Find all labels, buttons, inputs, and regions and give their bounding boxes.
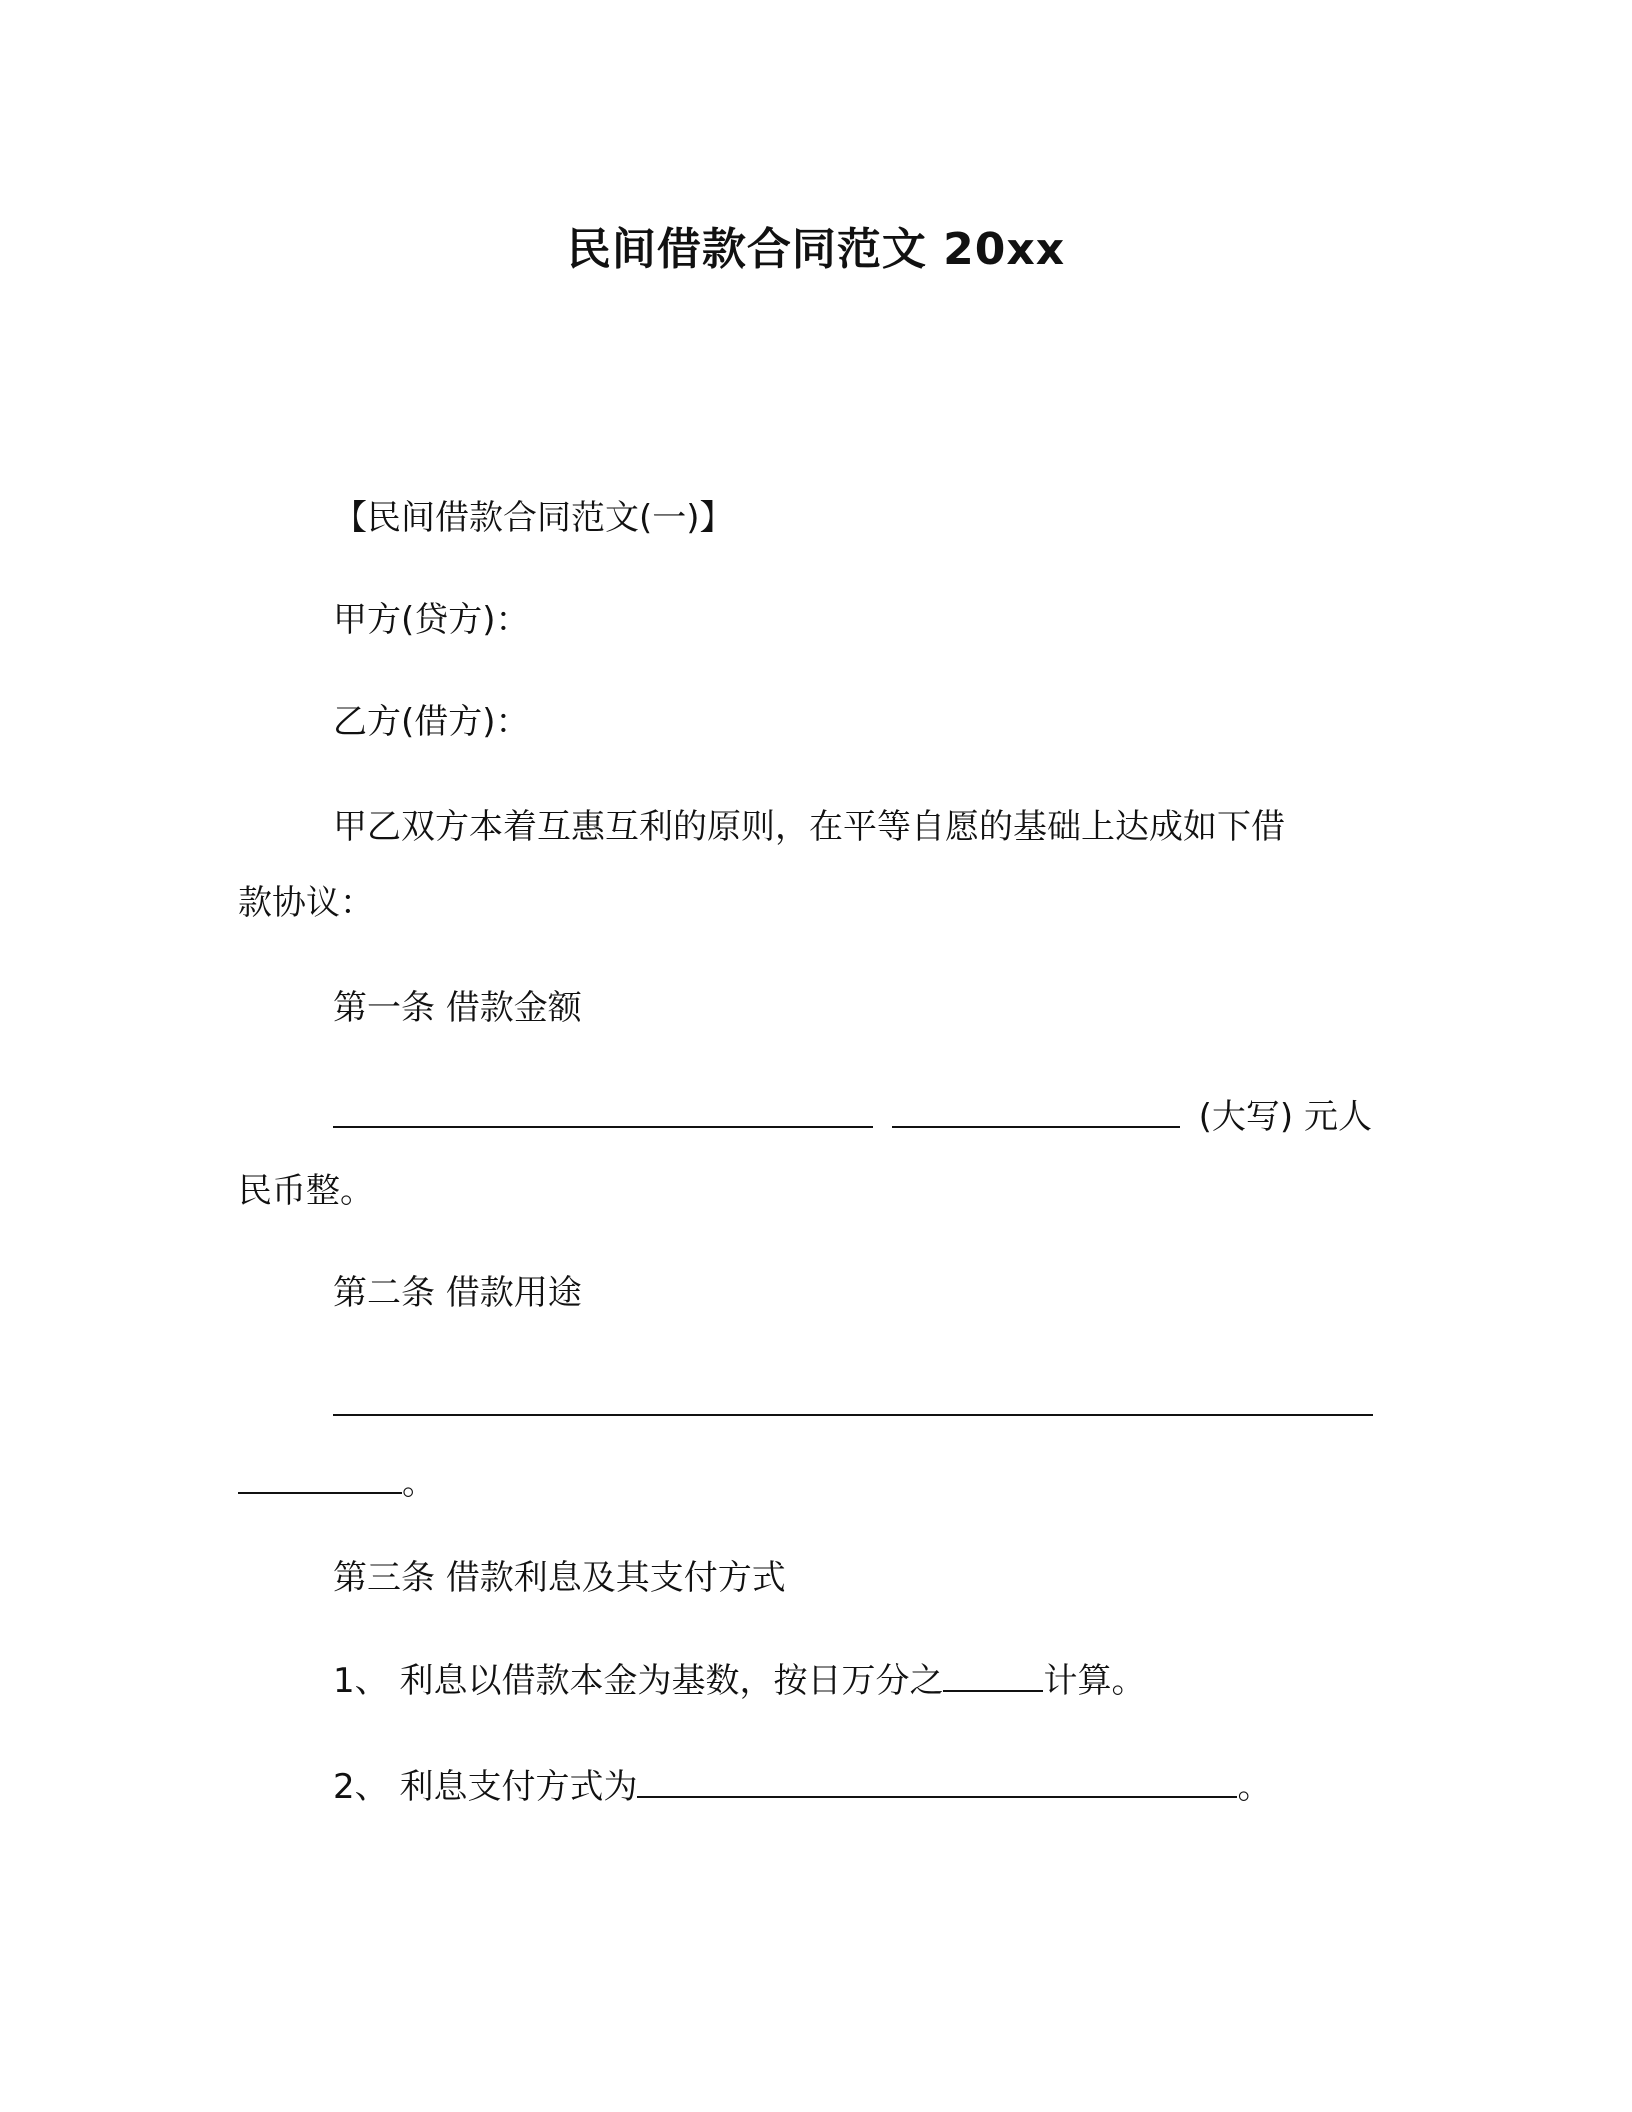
purpose-blank-2 xyxy=(238,1458,402,1494)
article3-item1 xyxy=(333,1656,1145,1706)
article2-end-mark: 。 xyxy=(402,1463,436,1503)
payment-method-blank xyxy=(637,1762,1237,1798)
item1-prefix: 1、 利息以借款本金为基数，按日万分之 xyxy=(333,1661,944,1701)
document-title: 民间借款合同范文 20xx xyxy=(566,224,1066,275)
article3-item2 xyxy=(333,1762,1271,1812)
item2-suffix: 。 xyxy=(1237,1767,1272,1807)
article2-purpose-line2 xyxy=(238,1458,436,1508)
amount-blank-1 xyxy=(333,1092,873,1128)
intro-paragraph-line1: 甲乙双方本着互惠互利的原则，在平等自愿的基础上达成如下借 xyxy=(333,807,1285,847)
article2-purpose-line xyxy=(333,1380,1373,1430)
article1-line2: 民币整。 xyxy=(238,1171,374,1211)
item1-suffix: 计算。 xyxy=(1043,1661,1146,1701)
article1-amount-line xyxy=(333,1092,1372,1142)
interest-rate-blank xyxy=(943,1656,1043,1692)
amount-blank-2 xyxy=(892,1092,1180,1128)
intro-paragraph-line2: 款协议： xyxy=(238,883,374,923)
party-a-label: 甲方(贷方)： xyxy=(333,600,530,640)
purpose-blank-1 xyxy=(333,1380,1373,1416)
article2-heading: 第二条 借款用途 xyxy=(333,1273,582,1313)
article3-heading: 第三条 借款利息及其支付方式 xyxy=(333,1558,786,1598)
section-heading: 【民间借款合同范文(一)】 xyxy=(333,498,734,538)
article1-heading: 第一条 借款金额 xyxy=(333,988,582,1028)
item2-prefix: 2、 利息支付方式为 xyxy=(333,1767,638,1807)
article1-amount-suffix: (大写) 元人 xyxy=(1198,1097,1372,1137)
party-b-label: 乙方(借方)： xyxy=(333,702,530,742)
